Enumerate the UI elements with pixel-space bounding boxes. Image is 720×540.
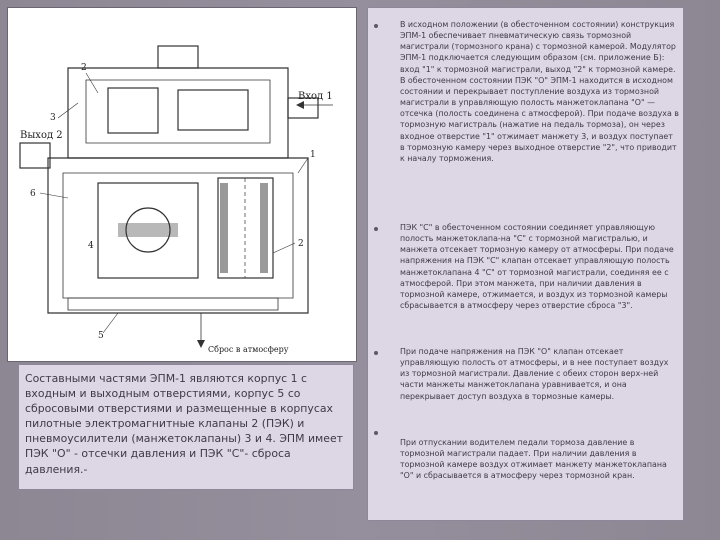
label-exit-2: Выход 2: [20, 130, 63, 141]
callout-5: 5: [98, 331, 104, 341]
bullet-marker: [374, 227, 378, 231]
callout-2-right: 2: [298, 239, 304, 249]
epm-cross-section-drawing: [8, 8, 356, 361]
bullet-marker: [374, 431, 378, 435]
bullet-marker: [374, 351, 378, 355]
label-entry-1: Вход 1: [298, 91, 333, 102]
callout-6: 6: [30, 189, 36, 199]
callout-2-top: 2: [81, 63, 87, 73]
bullet-text: При подаче напряжения на ПЭК "О" клапан отсекает управляющую полость от атмосферы, и в нее поступает воздух из тормозной магистрали. Давление с обеих сторон верх-ней части манжеты манжетоклапана уравнивается, и она перекрывает доступ воздуха в тормозные камеры.: [400, 347, 669, 401]
caption-text: Составными частями ЭПМ-1 являются корпус 1 с входным и выходным отверстиями, корпус 5 со сбросовыми отверстиями и размещенные в корпусах пилотные электромагнитные клапаны 2 (ПЭК) и пневмоусилители (манжетоклапаны) 3 и 4. ЭПМ имеет ПЭК "О" - отсечки давления и ПЭК "С"- сброса давления.-: [25, 372, 344, 476]
callout-4: 4: [88, 241, 94, 251]
bullet-text: При отпускании водителем педали тормоза давление в тормозной магистрали падает. При наличии давления в тормозной камере воздух отжимает манжету манжетоклапана "О" и сбрасывается в атмосферу через тормозной кран.: [400, 438, 667, 481]
label-exhaust: Сброс в атмосферу: [208, 345, 289, 354]
description-panel: [367, 7, 684, 521]
callout-3: 3: [50, 113, 56, 123]
device-diagram: [7, 7, 357, 362]
callout-1: 1: [310, 150, 316, 160]
bullet-text: В исходном положении (в обесточенном состоянии) конструкция ЭПМ-1 обеспечивает пневматическую связь тормозной магистрали (тормозного крана) с тормозной камерой. Модулятор ЭПМ-1 подключается следующим образом (см. приложение Б): вход "1" к тормозной магистрали, выход "2" к тормозной камере. В обесточенном состоянии ПЭК "О" ЭПМ-1 находится в исходном состоянии и перекрывает поступление воздуха из тормозной магистрали в управляющую полость манжетоклапана "О" — отсечка (полость соединена с атмосферой). При подаче воздуха в тормозную магистраль (нажатие на педаль тормоза), он через входное отверстие "1" отжимает манжету 3, и воздух поступает в тормозную камеру через выходное отверстие "2", что приводит к началу торможения.: [400, 20, 679, 163]
caption-box: [18, 364, 354, 490]
bullet-text: ПЭК "С" в обесточенном состоянии соединяет управляющую полость манжетоклапа-на "С" с тормозной магистралью, и манжета отсекает тормозную камеру от атмосферы. При подаче напряжения на ПЭК "С" клапан отсекает управляющую полость манжетоклапана 4 "С" от тормозной магистрали, соединяя ее с атмосферой. При этом манжета, при наличии давления в тормозной камере, отжимается, и воздух из тормозной камеры сбрасывается в атмосферу через отверстие сброса "3".: [400, 223, 674, 311]
bullet-marker: [374, 24, 378, 28]
